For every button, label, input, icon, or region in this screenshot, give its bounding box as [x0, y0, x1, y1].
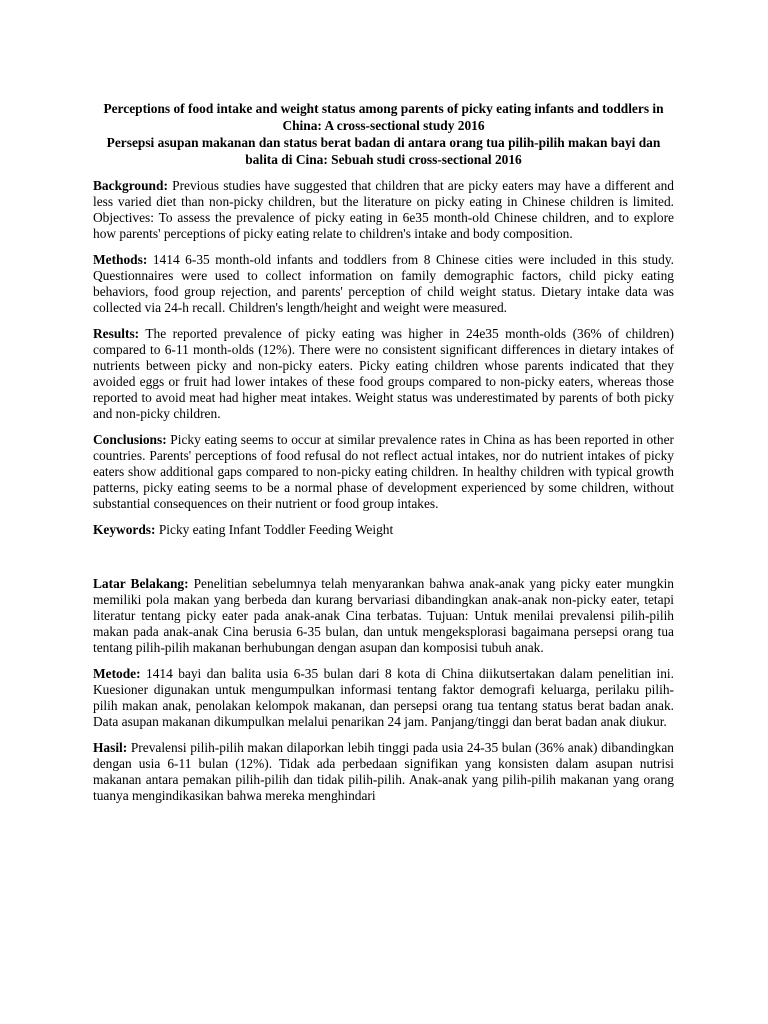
section-label: Conclusions: [93, 432, 167, 447]
section-text: Penelitian sebelumnya telah menyarankan bahwa anak-anak yang picky eater mungkin memiliki pola makan yang berbeda dan kurang bervariasi dibandingkan anak-anak non-picky eater, tetapi literatur tentang picky eater pada anak-anak Cina terbatas. Tujuan: Untuk menilai prevalensi pilih-pilih makan pada anak-anak Cina berusia 6-35 bulan, dan untuk mengeksplorasi bagaimana persepsi orang tua tentang pilih-pilih makanan berhubungan dengan asupan dan komposisi tubuh anak. [93, 576, 674, 655]
abstract-conclusions-en [93, 432, 674, 512]
section-text: Prevalensi pilih-pilih makan dilaporkan lebih tinggi pada usia 24-35 bulan (36% anak) dibandingkan dengan usia 6-11 bulan (12%). Tidak ada perbedaan signifikan yang konsisten dalam asupan nutrisi makanan antara pemakan pilih-pilih dan tidak pilih-pilih. Anak-anak yang pilih-pilih makanan yang orang tuanya mengindikasikan bahwa mereka menghindari [93, 740, 674, 803]
title-english: Perceptions of food intake and weight status among parents of picky eating infants and toddlers in China: A cross-sectional study 2016 [103, 101, 664, 133]
section-text: Picky eating seems to occur at similar prevalence rates in China as has been reported in other countries. Parents' perceptions of food refusal do not reflect actual intakes, nor do nutrient intakes of picky eaters show additional gaps compared to non-picky eating children. In healthy children with typical growth patterns, picky eating seems to be a normal phase of development experienced by some children, without substantial consequences on their nutrient or food group intakes. [93, 432, 674, 511]
section-text: The reported prevalence of picky eating was higher in 24e35 month-olds (36% of children) compared to 6-11 month-olds (12%). There were no consistent significant differences in dietary intakes of nutrients between picky and non-picky eaters. Picky eating children whose parents indicated that they avoided eggs or fruit had lower intakes of these food groups compared to non-picky eaters, whereas those reported to avoid meat had higher meat intakes. Weight status was underestimated by parents of both picky and non-picky children. [93, 326, 674, 421]
abstract-methods-id [93, 666, 674, 730]
title-block [93, 100, 674, 168]
section-label: Background: [93, 178, 168, 193]
abstract-methods-en [93, 252, 674, 316]
abstract-keywords-en [93, 522, 674, 538]
section-label: Keywords: [93, 522, 156, 537]
section-label: Hasil: [93, 740, 128, 755]
section-text: 1414 bayi dan balita usia 6-35 bulan dari 8 kota di China diikutsertakan dalam penelitian ini. Kuesioner digunakan untuk mengumpulkan informasi tentang faktor demografi keluarga, perilaku pilih-pilih makan anak, penolakan kelompok makanan, dan persepsi orang tua tentang status berat badan anak. Data asupan makanan dikumpulkan melalui penarikan 24 jam. Panjang/tinggi dan berat badan anak diukur. [93, 666, 674, 729]
abstract-background-id [93, 576, 674, 656]
section-label: Results: [93, 326, 140, 341]
section-text: Picky eating Infant Toddler Feeding Weight [155, 522, 394, 537]
abstract-background-en [93, 178, 674, 242]
section-spacer [93, 548, 674, 576]
abstract-results-id [93, 740, 674, 804]
document-page [93, 100, 674, 814]
section-label: Latar Belakang: [93, 576, 189, 591]
section-label: Methods: [93, 252, 148, 267]
title-indonesian: Persepsi asupan makanan dan status berat badan di antara orang tua pilih-pilih makan bayi dan balita di Cina: Sebuah studi cross-sectional 2016 [106, 135, 661, 167]
section-text: Previous studies have suggested that children that are picky eaters may have a different and less varied diet than non-picky children, but the literature on picky eating in Chinese children is limited. Objectives: To assess the prevalence of picky eating in 6e35 month-old Chinese children, and to explore how parents' perceptions of picky eating relate to children's intake and body composition. [93, 178, 674, 241]
section-text: 1414 6-35 month-old infants and toddlers from 8 Chinese cities were included in this study. Questionnaires were used to collect information on family demographic factors, child picky eating behaviors, food group rejection, and parents' perception of child weight status. Dietary intake data was collected via 24-h recall. Children's length/height and weight were measured. [93, 252, 674, 315]
abstract-results-en [93, 326, 674, 422]
section-label: Metode: [93, 666, 141, 681]
